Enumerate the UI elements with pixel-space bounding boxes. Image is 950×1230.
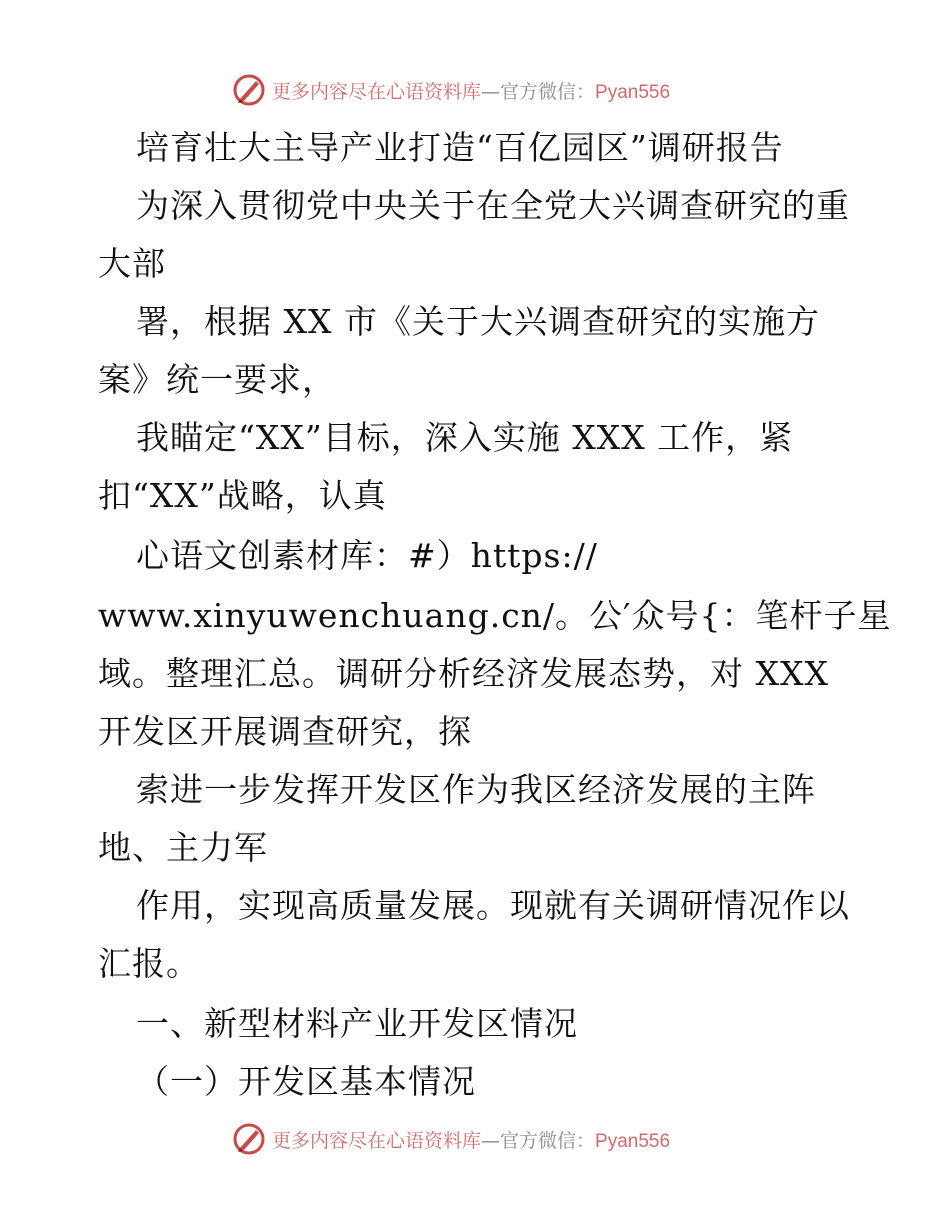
paragraph-line: 扣“XX”战略，认真 xyxy=(98,476,387,515)
paragraph-line: 开发区开展调查研究，探 xyxy=(98,712,472,751)
banner-sub-text: —官方微信： xyxy=(481,80,596,103)
paragraph-line: 案》统一要求， xyxy=(98,360,336,399)
banner-wechat-id: Pyan556 xyxy=(595,81,671,103)
watermark-banner-bottom xyxy=(232,1121,732,1157)
paragraph-line: 域。整理汇总。调研分析经济发展态势，对 XXX xyxy=(98,654,829,693)
paragraph-line: 索进一步发挥开发区作为我区经济发展的主阵 xyxy=(136,770,816,809)
paragraph-line: 我瞄定“XX”目标，深入实施 XXX 工作，紧 xyxy=(136,418,794,457)
paragraph-line: 心语文创素材库：#）https:// xyxy=(136,536,598,575)
banner-sub-text: —官方微信： xyxy=(481,1129,596,1152)
banner-text xyxy=(272,77,670,104)
pen-logo-icon xyxy=(232,1122,266,1156)
banner-wechat-id: Pyan556 xyxy=(595,1130,671,1152)
paragraph-line: 地、主力军 xyxy=(98,828,268,867)
paragraph-line: 署，根据 XX 市《关于大兴调查研究的实施方 xyxy=(136,302,820,341)
paragraph-line: www.xinyuwenchuang.cn/。公′众号{：笔杆子星 xyxy=(98,596,892,635)
banner-main-text: 更多内容尽在心语资料库 xyxy=(272,80,482,103)
banner-text xyxy=(272,1126,670,1153)
paragraph-line: 汇报。 xyxy=(98,944,200,983)
subsection-heading: （一）开发区基本情况 xyxy=(136,1062,476,1101)
banner-main-text: 更多内容尽在心语资料库 xyxy=(272,1129,482,1152)
paragraph-line: 为深入贯彻党中央关于在全党大兴调查研究的重 xyxy=(136,186,850,225)
paragraph-line: 作用，实现高质量发展。现就有关调研情况作以 xyxy=(136,886,850,925)
pen-logo-icon xyxy=(232,73,266,107)
watermark-banner-top xyxy=(232,72,732,108)
paragraph-line: 大部 xyxy=(98,244,166,283)
document-title: 培育壮大主导产业打造“百亿园区”调研报告 xyxy=(136,128,784,167)
section-heading: 一、新型材料产业开发区情况 xyxy=(136,1004,578,1043)
